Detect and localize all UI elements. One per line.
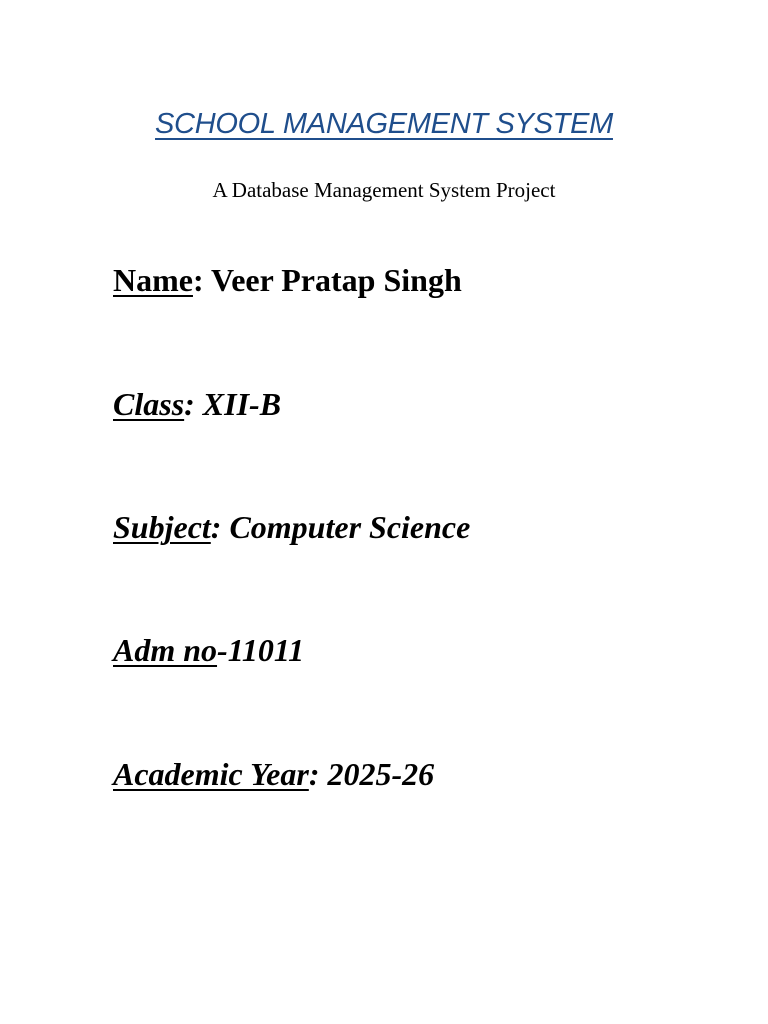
academic-year-label: Academic Year xyxy=(113,756,309,792)
document-title xyxy=(0,108,768,141)
academic-year-separator: : xyxy=(308,756,328,792)
adm-no-separator: - xyxy=(217,632,228,668)
document-subtitle: A Database Management System Project xyxy=(212,178,556,202)
class-label: Class xyxy=(113,386,185,422)
academic-year-value: 2025-26 xyxy=(327,756,435,792)
subject-value: Computer Science xyxy=(229,509,471,545)
adm-no-label: Adm no xyxy=(113,632,218,668)
academic-year-field xyxy=(113,756,434,793)
name-label: Name xyxy=(113,262,193,298)
name-value: Veer Pratap Singh xyxy=(211,262,462,298)
document-title-text: SCHOOL MANAGEMENT SYSTEM xyxy=(155,108,613,140)
subject-label: Subject xyxy=(113,509,211,545)
adm-no-field xyxy=(113,632,304,669)
name-separator: : xyxy=(192,262,212,298)
adm-no-value: 11011 xyxy=(227,632,305,668)
class-field xyxy=(113,386,281,423)
name-field xyxy=(113,262,462,299)
class-value: XII-B xyxy=(202,386,282,422)
class-separator: : xyxy=(184,386,203,422)
subject-separator: : xyxy=(210,509,230,545)
subject-field xyxy=(113,509,470,546)
